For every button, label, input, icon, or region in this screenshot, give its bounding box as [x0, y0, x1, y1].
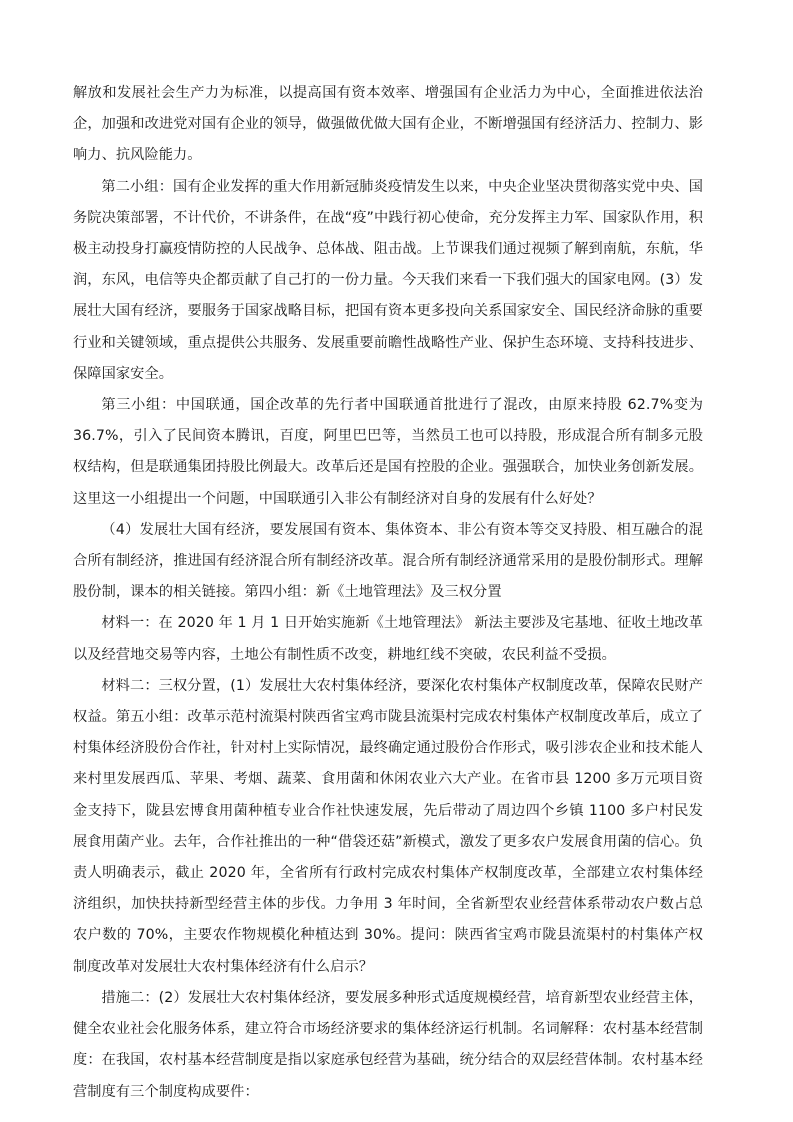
paragraph-4: （4）发展壮大国有经济，要发展国有资本、集体资本、非公有资本等交叉持股、相互融合的混合所有制经济，推进国有经济混合所有制经济改革。混合所有制经济通常采用的是股份制形式。理解股份制，课本的相关链接。第四小组：新《土地管理法》及三权分置	[73, 521, 703, 601]
paragraph-1: 解放和发展社会生产力为标准，以提高国有资本效率、增强国有企业活力为中心，全面推进依法治企，加强和改进党对国有企业的领导，做强做优做大国有企业，不断增强国有经济活力、控制力、影响力、抗风险能力。	[73, 85, 703, 164]
paragraph-6: 材料二：三权分置，(1）发展壮大农村集体经济，要深化农村集体产权制度改革，保障农民财产权益。第五小组：改革示范村流渠村陕西省宝鸡市陇县流渠村完成农村集体产权制度改革后，成立了村集体经济股份合作社，针对村上实际情况，最终确定通过股份合作形式，吸引涉农企业和技术能人来村里发展西瓜、苹果、考烟、蔬菜、食用菌和休闲农业六大产业。在省市县 1200 多万元项目资金支持下，陇县宏博食用菌种植专业合作社快速发展，先后带动了周边四个乡镇 1100 多户村民发展食用菌产业。去年，合作社推出的一种“借袋还菇”新模式，激发了更多农户发展食用菌的信心。负责人明确表示，截止 2020 年，全省所有行政村完成农村集体产权制度改革，全部建立农村集体经济组织，加快扶持新型经营主体的步伐。力争用 3 年时间，全省新型农业经营体系带动农户数占总农户数的 70%，主要农作物规模化种植达到 30%。提问：陕西省宝鸡市陇县流渠村的村集体产权制度改革对发展壮大农村集体经济有什么启示？	[73, 677, 703, 975]
paragraph-2: 第二小组：国有企业发挥的重大作用新冠肺炎疫情发生以来，中央企业坚决贯彻落实党中央、国务院决策部署，不计代价，不讲条件，在战“疫”中践行初心使命，充分发挥主力军、国家队作用，积极主动投身打赢疫情防控的人民战争、总体战、阻击战。上节课我们通过视频了解到南航，东航，华润，东风，电信等央企都贡献了自己打的一份力量。今天我们来看一下我们强大的国家电网。(3）发展壮大国有经济，要服务于国家战略目标，把国有资本更多投向关系国家安全、国民经济命脉的重要行业和关键领域，重点提供公共服务、发展重要前瞻性战略性产业、保护生态环境、支持科技进步、保障国家安全。	[73, 178, 703, 382]
paragraph-7: 措施二：(2）发展壮大农村集体经济，要发展多种形式适度规模经营，培育新型农业经营主体，健全农业社会化服务体系，建立符合市场经济要求的集体经济运行机制。名词解释：农村基本经营制度：在我国，农村基本经营制度是指以家庭承包经营为基础，统分结合的双层经营体制。农村基本经营制度有三个制度构成要件：	[73, 989, 703, 1100]
paragraph-5: 材料一：在 2020 年 1 月 1 日开始实施新《土地管理法》 新法主要涉及宅基地、征收土地改革以及经营地交易等内容，土地公有制性质不改变，耕地红线不突破，农民利益不受损。	[73, 615, 703, 663]
paragraph-3: 第三小组：中国联通，国企改革的先行者中国联通首批进行了混改，由原来持股 62.7%变为 36.7%，引入了民间资本腾讯，百度，阿里巴巴等，当然员工也可以持股，形成混合所有制多元股权结构，但是联通集团持股比例最大。改革后还是国有控股的企业。强强联合，加快业务创新发展。这里这一小组提出一个问题，中国联通引入非公有制经济对自身的发展有什么好处？	[73, 397, 703, 507]
